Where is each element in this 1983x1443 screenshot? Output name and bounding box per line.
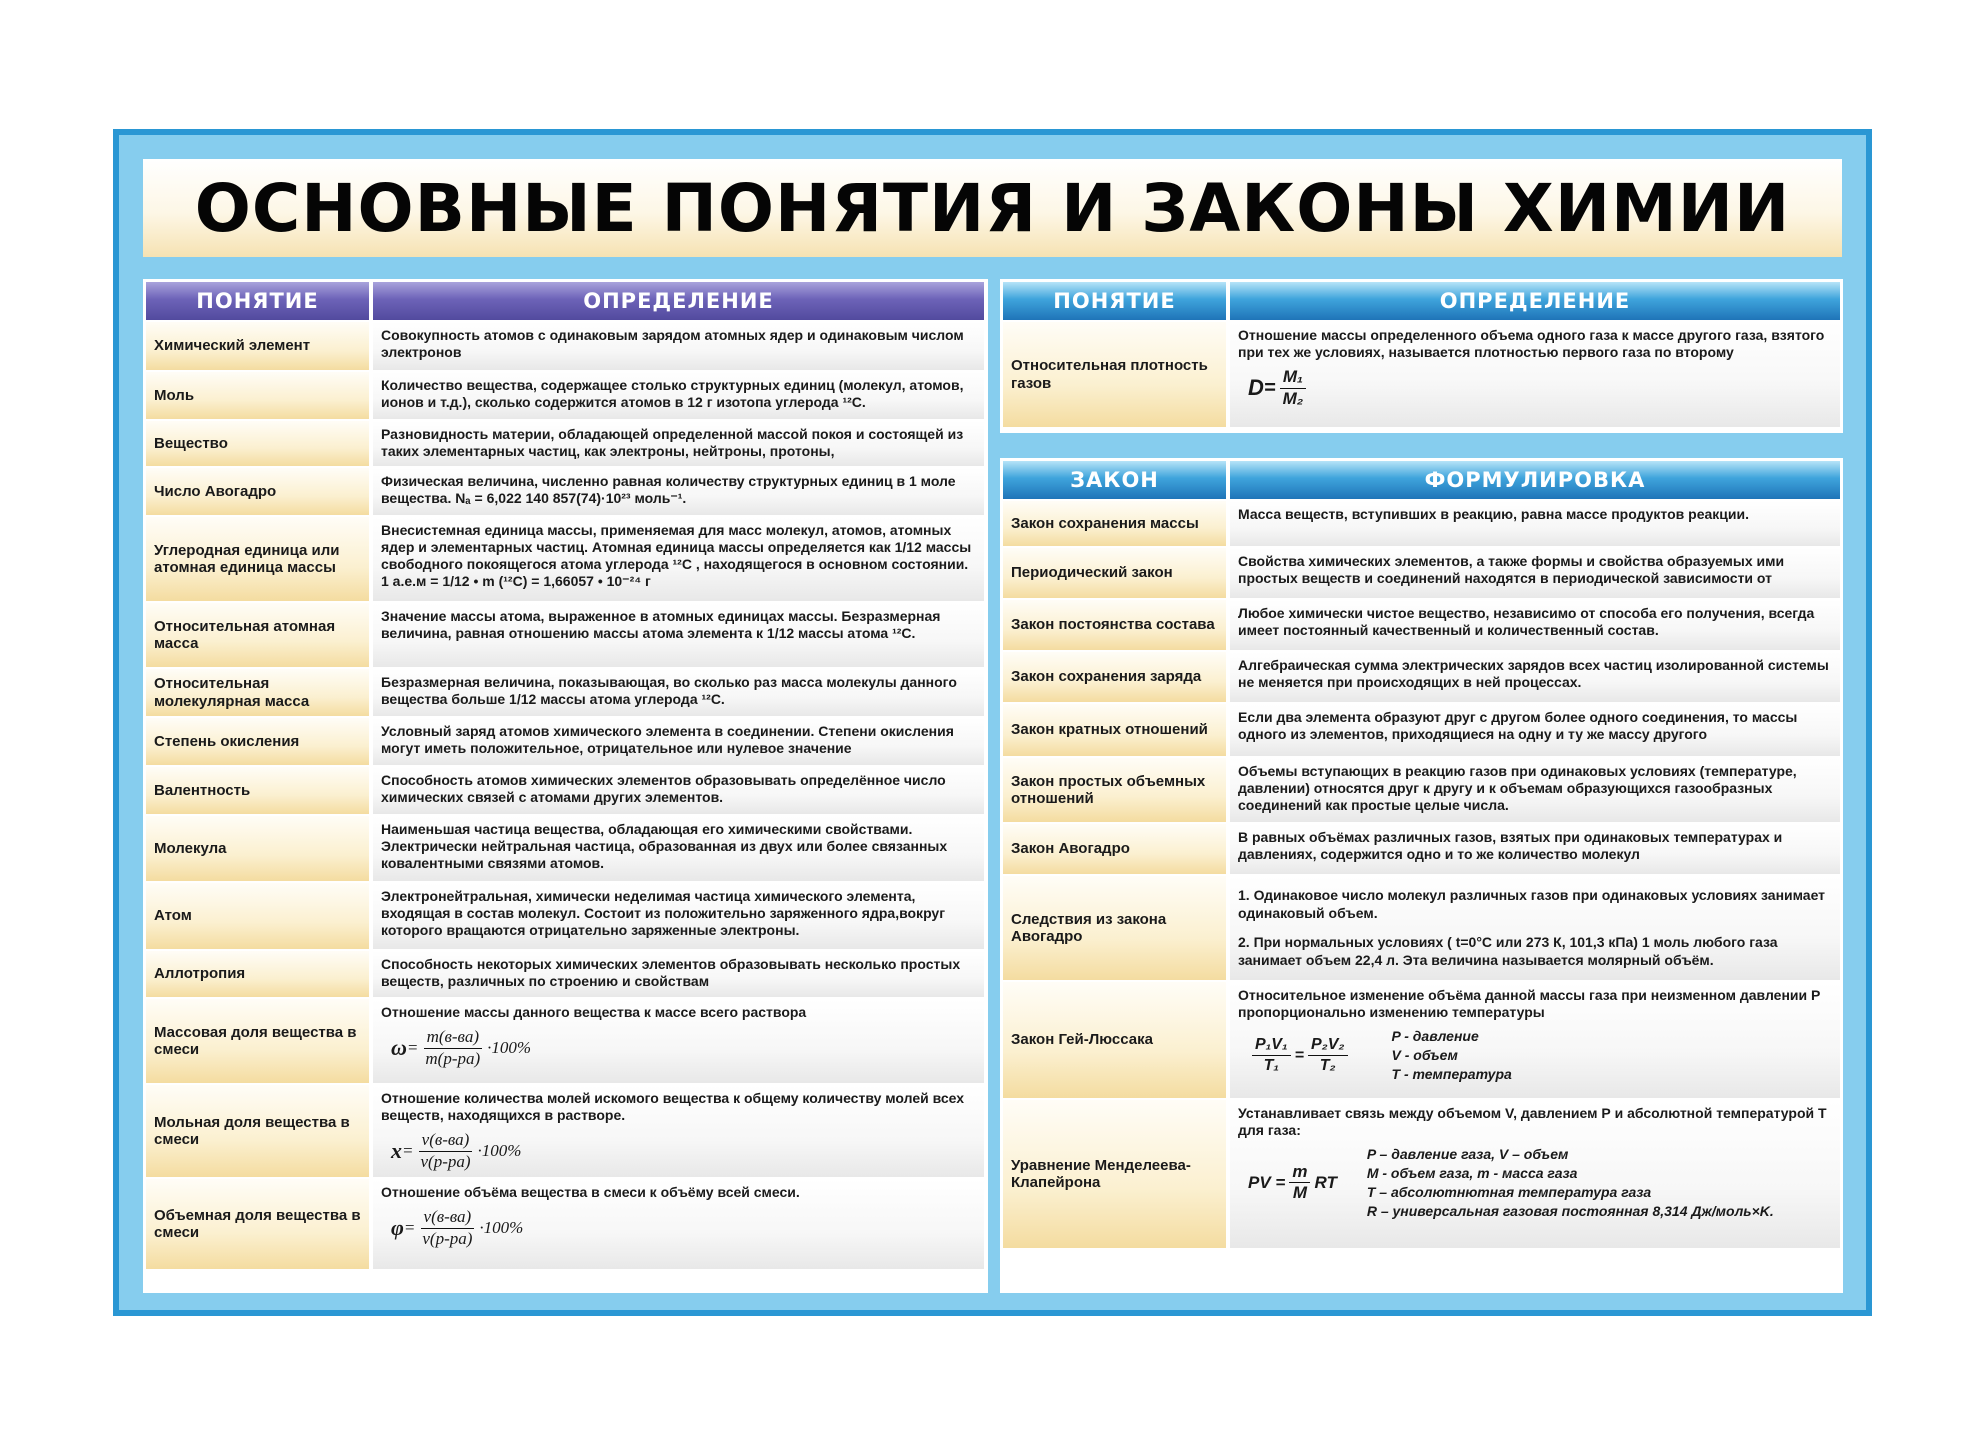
concept-name: Атом [146,883,369,949]
concept-definition: Условный заряд атомов химического элемента в соединении. Степени окисления могут иметь положительное, отрицательное или нулевое значение [373,718,984,765]
definition-text: Отношение объёма вещества в смеси к объёму всей смеси. [381,1184,800,1200]
table-row [146,603,985,667]
concept-definition: Безразмерная величина, показывающая, во сколько раз масса молекулы данного вещества больше 1/12 массы атома углерода ¹²C. [373,669,984,716]
law-formulation: Любое химически чистое вещество, независимо от способа его получения, всегда имеет постоянный качественный и количественный состав. [1230,600,1840,650]
formula-numerator: P₂V₂ [1308,1035,1348,1056]
formula-numerator: ν(в-ва) [419,1130,473,1152]
definition-text: Отношение количества молей искомого вещества к общему количеству молей всех веществ, находящихся в растворе. [381,1090,965,1124]
concept-definition: Электронейтральная, химически неделимая частица химического элемента, входящая в состав молекул. Состоит из положительно заряженного ядра,вокруг которого вращаются отрицательно заряженные электроны. [373,883,984,949]
concept-definition: Совокупность атомов с одинаковым зарядом атомных ядер и одинаковым числом электронов [373,322,984,370]
table-row [146,669,985,716]
law-name: Закон кратных отношений [1003,704,1226,756]
table-row [1003,501,1840,546]
laws-table [1000,458,1843,1293]
concept-definition: Значение массы атома, выраженное в атомных единицах массы. Безразмерная величина, равная отношению массы атома элемента к 1/12 массы атома ¹²C. [373,603,984,667]
concept-definition: Наименьшая частица вещества, обладающая его химическими свойствами. Электрически нейтральная частица, образованная из двух или более связанных ковалентными связями атомов. [373,816,984,881]
definition-text: Отношение массы данного вещества к массе всего раствора [381,1004,807,1020]
table-row [1003,758,1840,822]
table-row [146,1179,985,1269]
law-formulation: Алгебраическая сумма электрических зарядов всех частиц изолированной системы не меняется при происходящих в ней процессах. [1230,652,1840,702]
legend-item: V - объем [1391,1047,1458,1064]
formula-symbol: ω [391,1034,407,1060]
concept-definition: Разновидность материи, обладающей определенной массой покоя и состоящей из таких элементарных частиц, как электроны, нейтроны, протоны, [373,421,984,466]
table-row [146,951,985,997]
concept-name: Число Авогадро [146,468,369,515]
consequence-2: 2. При нормальных условиях ( t=0°C или 273 К, 101,3 кПа) 1 моль любого газа занимает объем 22,4 л. Эта величина называется молярный объём. [1238,934,1778,968]
law-formulation: В равных объёмах различных газов, взятых при одинаковых температурах и давлениях, содержится одно и то же количество молекул [1230,824,1840,874]
consequence-1: 1. Одинаковое число молекул различных газов при одинаковых условиях занимает одинаковый объем. [1238,887,1826,921]
formula-lhs: PV [1248,1172,1271,1192]
concept-definition: Внесистемная единица массы, применяемая для масс молекул, атомов, атомных ядер и элементарных частиц. Атомная единица массы определяется как 1/12 массы свободного покоящегося атома углерода ¹²C , находящегося в основном состоянии. 1 а.е.м = 1/12 • m (¹²C) = 1,66057 • 10⁻²⁴ г [373,517,984,601]
law-name: Закон Авогадро [1003,824,1226,874]
formula-denominator: T₁ [1263,1056,1279,1074]
gay-lussac-formula-block [1238,1027,1832,1084]
law-name: Следствия из закона Авогадро [1003,876,1226,980]
clapeyron-formula: PV = $\frac{m}{M}$ RT [1248,1161,1337,1203]
concept-name: Мольная доля вещества в смеси [146,1085,369,1177]
concepts-table [143,279,988,1293]
formula-denominator: ν(р-ра) [422,1228,473,1248]
formula-denominator: m(р-ра) [425,1048,481,1068]
table-row [146,1085,985,1177]
concept-name: Объемная доля вещества в смеси [146,1179,369,1269]
volume-fraction-formula: φ = $\frac{\nu(в-ва)}{\nu(р-ра)}$ ·100% [391,1207,524,1248]
law-formulation: Свойства химических элементов, а также формы и свойства образуемых ими простых веществ и соединений находятся в периодической зависимости от [1230,548,1840,598]
table-row [146,372,985,419]
concept-name: Массовая доля вещества в смеси [146,999,369,1083]
header-concept: ПОНЯТИЕ [146,282,369,320]
concept-definition [373,1085,984,1177]
concept-definition: Физическая величина, численно равная количеству структурных единиц в 1 моле вещества. Nₐ = 6,022 140 857(74)·10²³ моль⁻¹. [373,468,984,515]
concept-name: Углеродная единица или атомная единица массы [146,517,369,601]
formula-fraction [1289,1162,1310,1204]
table-row [1003,652,1840,702]
formula-legend [1367,1145,1774,1221]
table-row [146,767,985,814]
formula-symbol: x [391,1137,402,1163]
table-row [1003,704,1840,756]
header-definition: ОПРЕДЕЛЕНИЕ [373,282,984,320]
table-row [1003,548,1840,598]
legend-item: T - температура [1391,1065,1512,1082]
concept-definition [1230,322,1840,427]
law-name: Закон сохранения массы [1003,501,1226,546]
poster-frame [113,129,1872,1316]
table-row [146,517,985,601]
table-row [1003,600,1840,650]
table-row [1003,322,1840,427]
law-name: Закон простых объемных отношений [1003,758,1226,822]
concept-name: Степень окисления [146,718,369,765]
table-row [146,999,985,1083]
law-name: Закон постоянства состава [1003,600,1226,650]
law-formulation: Если два элемента образуют друг с другом более одного соединения, то массы одного из элементов, приходящиеся на одну и ту же массу другого [1230,704,1840,756]
table-row [146,468,985,515]
title-bar [143,159,1842,257]
formula-numerator: P₁V₁ [1252,1035,1291,1056]
header-definition: ОПРЕДЕЛЕНИЕ [1230,282,1840,320]
legend-item: P – давление газа, V – объем [1366,1146,1569,1163]
formula-tail: RT [1314,1172,1337,1192]
concept-name: Аллотропия [146,951,369,997]
formula-denominator: T₂ [1319,1056,1336,1074]
law-name: Закон Гей-Люссака [1003,982,1226,1098]
legend-item: M - объем газа, m - масса газа [1366,1165,1578,1182]
table-row [146,883,985,949]
concept-name: Молекула [146,816,369,881]
concept-definition: Количество вещества, содержащее столько структурных единиц (молекул, атомов, ионов и т.д.), сколько содержится атомов в 12 г изотопа углерода ¹²C. [373,372,984,419]
formula-tail: ·100% [487,1037,532,1057]
clapeyron-formula-block [1238,1145,1832,1221]
concept-definition [373,1179,984,1269]
formula-fraction [1280,367,1307,409]
definition-text: Устанавливает связь между объемом V, давлением Р и абсолютной температурой Т для газа: [1238,1105,1827,1139]
table-row [1003,982,1840,1098]
table-row [146,816,985,881]
definition-text: Относительное изменение объёма данной массы газа при неизменном давлении Р пропорционально изменению температуры [1238,987,1821,1021]
table-row [1003,1100,1840,1248]
law-formulation: Объемы вступающих в реакцию газов при одинаковых условиях (температуре, давлении) относятся друг к другу и к объемам образующихся газообразных соединений как простые целые числа. [1230,758,1840,822]
formula-fraction [417,1130,473,1172]
formula-numerator: ν(в-ва) [421,1207,475,1229]
table-row [146,322,985,370]
concept-definition: Способность атомов химических элементов образовывать определённое число химических связей с атомами других элементов. [373,767,984,814]
formula-fraction-right [1308,1035,1348,1075]
law-formulation [1230,876,1840,980]
concept-name: Относительная плотность газов [1003,322,1226,427]
law-formulation [1230,982,1840,1098]
formula-legend [1392,1027,1512,1084]
header-formulation: ФОРМУЛИРОВКА [1230,461,1840,499]
formula-denominator: M₂ [1282,388,1304,408]
formula-fraction [422,1027,483,1069]
header-law: ЗАКОН [1003,461,1226,499]
mole-fraction-formula: x = $\frac{\nu(в-ва)}{\nu(р-ра)}$ ·100% [391,1130,522,1171]
concept-name: Вещество [146,421,369,466]
header-concept: ПОНЯТИЕ [1003,282,1226,320]
concept-definition: Способность некоторых химических элементов образовывать несколько простых веществ, различных по строению и свойствам [373,951,984,997]
concept-definition [373,999,984,1083]
formula-fraction [419,1207,475,1249]
concept-name: Химический элемент [146,322,369,370]
formula-fraction-left [1252,1035,1291,1075]
concepts-table-header [146,282,985,320]
density-table [1000,279,1843,433]
concept-name: Валентность [146,767,369,814]
formula-numerator: m [1289,1162,1310,1184]
legend-item: R – универсальная газовая постоянная 8,314 Дж/моль×K. [1366,1202,1774,1219]
law-formulation [1230,1100,1840,1248]
formula-denominator: M [1292,1183,1307,1203]
formula-symbol: D [1248,374,1264,400]
table-row [146,718,985,765]
formula-tail: ·100% [479,1217,524,1237]
legend-item: T – абсолютнютная температура газа [1366,1183,1652,1200]
law-name: Периодический закон [1003,548,1226,598]
definition-text: Отношение массы определенного объема одного газа к массе другого газа, взятого при тех же условиях, называется плотностью первого газа по второму [1238,327,1825,361]
formula-tail: ·100% [477,1141,522,1161]
gay-lussac-formula: $\frac{\text{P₁V₁}}{\text{T₁}}$ = $\frac{\text{P₂V₂}}{\text{T₂}}$ [1248,1035,1352,1075]
law-name: Закон сохранения заряда [1003,652,1226,702]
formula-numerator: m(в-ва) [424,1027,482,1049]
formula-numerator: M₁ [1280,367,1306,389]
page-title: ОСНОВНЫЕ ПОНЯТИЯ И ЗАКОНЫ ХИМИИ [194,169,1791,247]
mass-fraction-formula: ω = $\frac{m(в-ва)}{m(р-ра)}$ ·100% [391,1027,532,1068]
relative-density-formula: D = $\frac{\text{M₁}}{\text{M₂}}$ [1248,367,1832,409]
concept-name: Моль [146,372,369,419]
concept-name: Относительная молекулярная масса [146,669,369,716]
table-row [1003,824,1840,874]
table-row [146,421,985,466]
density-table-header [1003,282,1840,320]
legend-item: P - давление [1391,1028,1479,1045]
formula-symbol: φ [391,1214,404,1240]
law-name: Уравнение Менделеева-Клапейрона [1003,1100,1226,1248]
laws-table-header [1003,461,1840,499]
formula-denominator: ν(р-ра) [420,1151,471,1171]
law-formulation: Масса веществ, вступивших в реакцию, равна массе продуктов реакции. [1230,501,1840,546]
table-row [1003,876,1840,980]
concept-name: Относительная атомная масса [146,603,369,667]
